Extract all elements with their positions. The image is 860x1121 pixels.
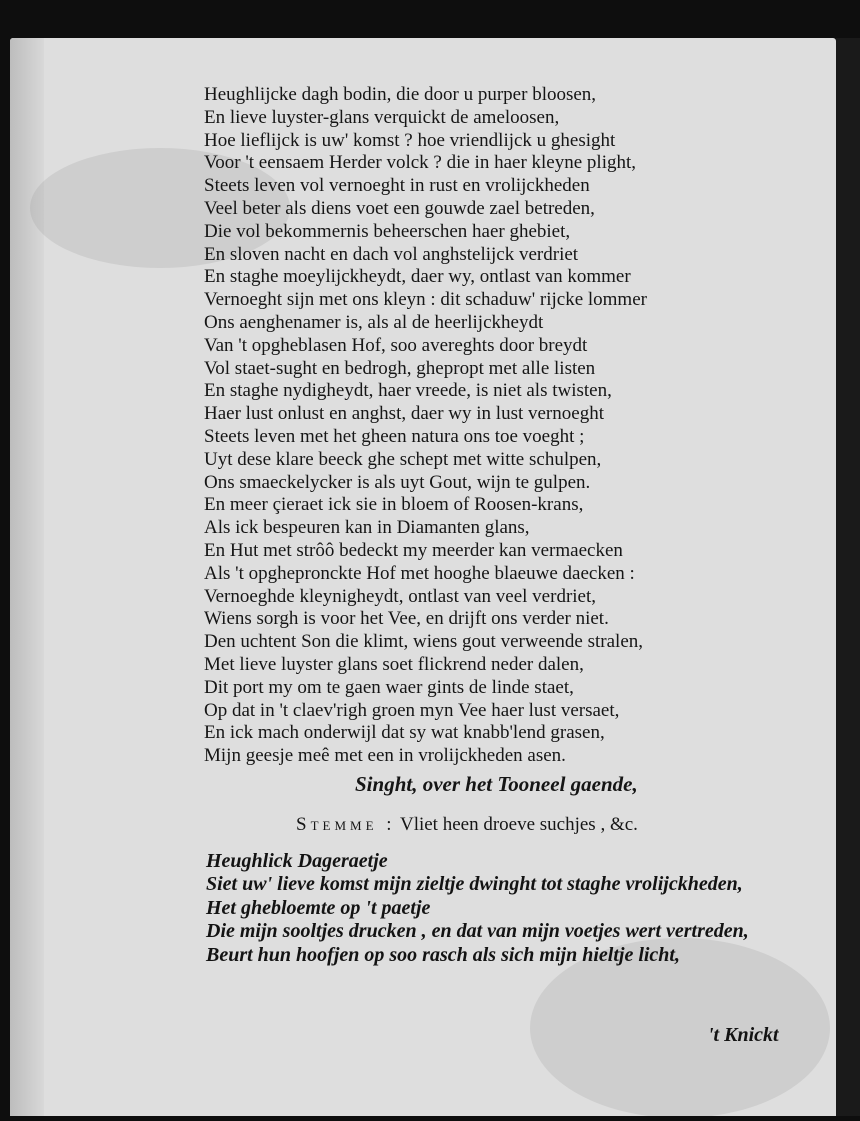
verse-line: Den uchtent Son die klimt, wiens gout verweende stralen, [204, 631, 644, 653]
verse-line: Voor 't eensaem Herder volck ? die in haer kleyne plight, [204, 152, 637, 174]
verse-line: En staghe moeylijckheydt, daer wy, ontlast van kommer [204, 266, 631, 288]
song-line: Die mijn sooltjes drucken , en dat van mijn voetjes wert vertreden, [206, 920, 749, 943]
book-page [10, 38, 836, 1116]
verse-line: Vernoeght sijn met ons kleyn : dit schaduw' rijcke lommer [204, 289, 647, 311]
verse-line: Als 't opghepronckte Hof met hooghe blaeuwe daecken : [204, 562, 635, 584]
verse-line: En lieve luyster-glans verquickt de ameloosen, [204, 106, 560, 128]
verse-line: Op dat in 't claev'righ groen myn Vee haer lust versaet, [204, 699, 620, 721]
verse-line: Haer lust onlust en anghst, daer wy in lust vernoeght [204, 403, 604, 425]
verse-line: Mijn geesje meê met een in vrolijckheden asen. [204, 745, 566, 767]
song-line: Beurt hun hoofjen op soo rasch als sich mijn hieltje licht, [206, 943, 680, 966]
verse-line: En Hut met strôô bedeckt my meerder kan vermaecken [204, 539, 623, 561]
verse-line: Heughlijcke dagh bodin, die door u purper bloosen, [204, 84, 597, 105]
verse-line: En meer çieraet ick sie in bloem of Roosen-krans, [204, 494, 584, 516]
verse-line: Vernoeghde kleynigheydt, ontlast van veel verdriet, [204, 585, 597, 607]
song-line: Siet uw' lieve komst mijn zieltje dwinght tot staghe vrolijckheden, [206, 873, 743, 896]
verse-block [204, 84, 647, 768]
verse-line: En sloven nacht en dach vol anghstelijck verdriet [204, 243, 579, 265]
verse-line: Als ick bespeuren kan in Diamanten glans, [204, 517, 530, 539]
verse-line: Ons aenghenamer is, als al de heerlijckheydt [204, 311, 544, 333]
verse-line: Vol staet-sught en bedrogh, ghepropt met alle listen [204, 357, 596, 379]
verse-line: Ons smaeckelycker is als uyt Gout, wijn te gulpen. [204, 471, 591, 493]
verse-line: Hoe lieflijck is uw' komst ? hoe vriendlijck u ghesight [204, 129, 616, 151]
song-block [206, 850, 749, 967]
tune-label: Stemme : [296, 814, 396, 835]
song-line: Het ghebloemte op 't paetje [206, 896, 431, 919]
tune-indication [296, 814, 638, 836]
verse-line: Steets leven met het gheen natura ons toe voeght ; [204, 425, 585, 447]
verse-line: Uyt dese klare beeck ghe schept met witte schulpen, [204, 448, 602, 470]
verse-line: Steets leven vol vernoeght in rust en vrolijckheden [204, 175, 590, 197]
verse-line: Die vol bekommernis beheerschen haer ghebiet, [204, 220, 571, 242]
verse-line: Dit port my om te gaen waer gints de linde staet, [204, 676, 574, 698]
verse-line: En staghe nydigheydt, haer vreede, is niet als twisten, [204, 380, 612, 402]
verse-line: Wiens sorgh is voor het Vee, en drijft ons verder niet. [204, 608, 609, 630]
verse-line: En ick mach onderwijl dat sy wat knabb'lend grasen, [204, 722, 605, 744]
next-page-edge [836, 38, 860, 1116]
tune-title: Vliet heen droeve suchjes , &c. [399, 814, 638, 835]
verse-line: Veel beter als diens voet een gouwde zael betreden, [204, 197, 595, 219]
stage-direction: Singht, over het Tooneel gaende, [355, 772, 638, 796]
song-line: Heughlick Dageraetje [206, 850, 388, 872]
catchword: 't Knickt [708, 1024, 779, 1046]
verse-line: Met lieve luyster glans soet flickrend neder dalen, [204, 653, 584, 675]
verse-line: Van 't opgheblasen Hof, soo avereghts door breydt [204, 334, 588, 356]
